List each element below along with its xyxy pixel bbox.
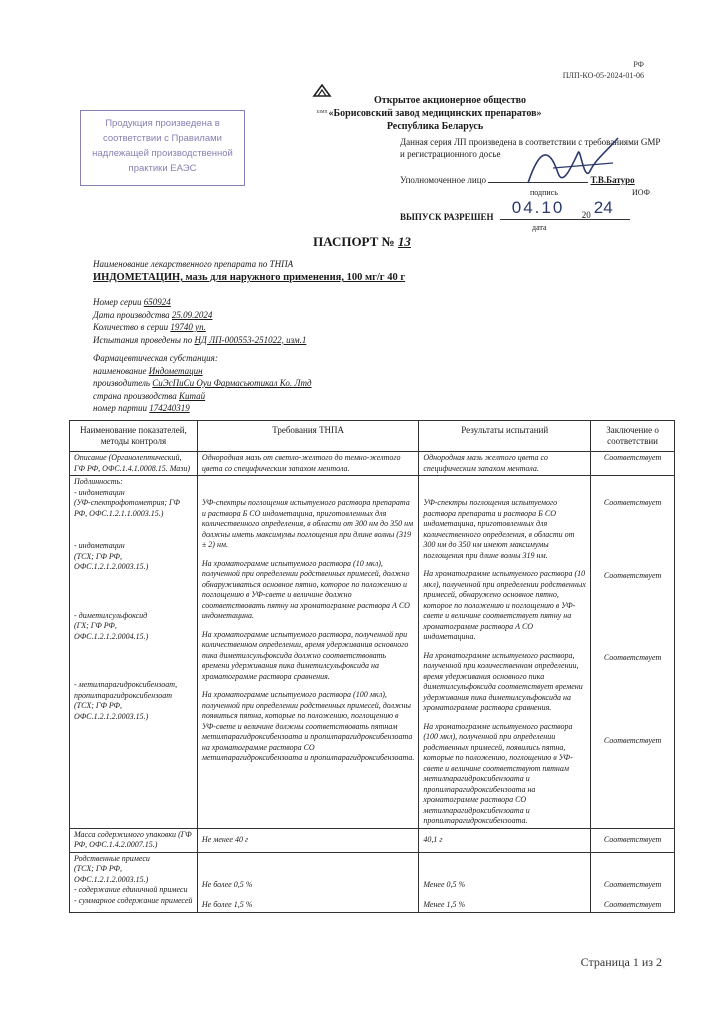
row-name: - содержание единичной примеси <box>74 885 188 894</box>
row-result <box>419 828 591 852</box>
conclusion-text: Соответствует <box>603 879 662 889</box>
date-row <box>93 309 306 322</box>
tests-row <box>93 334 306 347</box>
doc-code-block <box>504 59 644 81</box>
tests-label: Испытания проведены по <box>93 334 193 345</box>
substance-info <box>93 352 312 415</box>
result-text: 40,1 г <box>423 834 443 844</box>
result-text: УФ-спектры поглощения испытуемого раствора препарата и раствора Б СО индометацина, приготовленных для количественного определения, в области от 300 нм до 350 нм имеют максимумы поглощения при длине волны 319 нм. <box>423 498 575 560</box>
row-name: - индометацин <box>74 541 125 550</box>
requirement-text: На хроматограмме испытуемого раствора, полученной при количественном определении, время удерживания основного пика диметилсульфоксида должно соответствовать времени удерживания пика диметилсульфоксида на хроматограмме раствора сравнения. <box>201 629 409 681</box>
row-parameter <box>70 828 198 852</box>
row-parameter <box>70 476 198 829</box>
authorized-person-label: Уполномоченное лицо <box>400 175 487 185</box>
header-conclusion: Заключение о соответствии <box>591 421 675 452</box>
date-caption: дата <box>532 223 547 232</box>
row-method: (ТСХ; ГФ РФ, ОФС.1.2.1.2.0003.15.) <box>74 551 149 571</box>
stamp-line-3: надлежащей производственной <box>92 148 233 159</box>
release-year-prefix: 20 <box>581 210 591 220</box>
substance-maker-row <box>93 377 312 390</box>
release-year-handwritten: 24 <box>593 198 613 217</box>
row-name: - метилпарагидроксибензоат, пропилпарагидроксибензоат <box>74 680 178 700</box>
header-requirements: Требования ТНПА <box>197 421 418 452</box>
row-name: - индометацин <box>74 487 125 497</box>
substance-name-row <box>93 365 312 378</box>
requirement-text: Не более 1,5 % <box>201 900 253 909</box>
quantity-value: 19740 уп. <box>170 322 206 332</box>
row-requirement <box>197 476 418 829</box>
table-row <box>70 852 675 912</box>
production-date-value: 25.09.2024 <box>171 309 213 320</box>
row-conclusion <box>591 828 675 852</box>
page-number: Страница 1 из 2 <box>580 955 662 969</box>
conclusion-text: Соответствует <box>603 834 662 844</box>
header-parameter: Наименование показателей, методы контроля <box>70 421 198 452</box>
row-parameter <box>70 852 198 912</box>
row-conclusion <box>591 852 675 912</box>
table-row <box>70 452 675 476</box>
conclusion-text: Соответствует <box>603 570 662 580</box>
production-date-label: Дата производства <box>93 309 170 320</box>
signature-icon <box>518 133 628 193</box>
row-conclusion <box>591 476 675 829</box>
result-text: На хроматограмме испытуемого раствора (100 мкл), полученной при определении родственных примесей, появились пятна, которые по положению, поглощению в УФ-свете и величине соответствуют пятнам метилпарагидроксибензоата и пропилпарагидроксибензоата на хроматограмме раствора СО метилпарагидроксибензоата и пропилпарагидроксибензоата. <box>423 721 573 825</box>
substance-country-label: страна производства <box>93 390 177 401</box>
series-row <box>93 296 306 309</box>
authorized-person-name: Т.В.Батуро <box>590 175 635 185</box>
passport-title <box>0 234 724 250</box>
quantity-label: Количество в серии <box>93 322 169 332</box>
batch-info <box>93 296 306 346</box>
substance-maker: СиЭсПиСи Оуи Фармасьютикал Ко. Лтд <box>152 378 312 388</box>
result-text: Менее 1,5 % <box>423 900 466 909</box>
authorized-person-line <box>400 175 680 197</box>
requirement-text: На хроматограмме испытуемого раствора (10 мкл), полученной при определении родственных примесей, должно обнаруживаться основное пятно, которое по положению и поглощению в УФ-свете и величине должно соответствовать пятну на хроматограмме раствора А СО индометацина. <box>201 558 410 620</box>
stamp-line-1: Продукция произведена в <box>105 118 220 129</box>
table-row <box>70 828 675 852</box>
country-code: РФ <box>633 60 644 69</box>
product-name-label: Наименование лекарственного препарата по ТНПА <box>93 259 294 269</box>
passport-title-prefix: ПАСПОРТ № <box>313 234 395 249</box>
conclusion-text: Соответствует <box>603 900 662 909</box>
release-date-handwritten: 04.10 <box>511 198 565 217</box>
result-text: На хроматограмме испытуемого раствора (10 мкл), полученной при определении родственных примесей, обнаружено основное пятно, которое по положению и поглощению в УФ-свете и величине соответствует пятну на хроматограмме раствора А СО индометацина. <box>423 569 586 641</box>
conclusion-text: Соответствует <box>603 498 662 507</box>
requirement-text: На хроматограмме испытуемого раствора (100 мкл), полученной при определении родственных примесей, должны появиться пятна, которые по положению, поглощению в УФ-свете и величине должны соответствовать пятнам метилпарагидроксибензоата и пропилпарагидроксибензоата на хроматограмме раствора СО метилпарагидроксибензоата и пропилпарагидроксибензоата. <box>201 690 415 762</box>
row-requirement <box>197 828 418 852</box>
requirement-text: УФ-спектры поглощения испытуемого раствора препарата и раствора Б СО индометацина, приготовленных для количественного определения, в области от 300 нм до 350 нм должны иметь максимумы поглощения при длине волны (319 ± 2) нм. <box>201 498 414 549</box>
row-conclusion: Соответствует <box>591 452 675 476</box>
requirement-text: Не более 0,5 % <box>201 879 253 889</box>
header-results: Результаты испытаний <box>419 421 591 452</box>
company-line-1: Открытое акционерное общество <box>374 95 526 106</box>
row-name: Подлинность: <box>74 477 123 486</box>
requirement-text: Не менее 40 г <box>201 834 249 844</box>
conclusion-text: Соответствует <box>603 735 662 745</box>
test-results-table <box>69 420 675 913</box>
substance-country-row <box>93 390 312 403</box>
table-header-row <box>70 421 675 452</box>
product-name: ИНДОМЕТАЦИН, мазь для наружного применения, 100 мг/г 40 г <box>93 272 406 283</box>
passport-number: 13 <box>397 234 411 249</box>
table-row <box>70 476 675 829</box>
substance-country: Китай <box>179 390 206 401</box>
series-value: 650924 <box>143 297 171 307</box>
substance-lot-row <box>93 402 312 415</box>
result-text: На хроматограмме испытуемого раствора, полученной при количественном определении, время удерживания основного пика диметилсульфоксида соответствует времени удерживания пика диметилсульфоксида на хроматограмме раствора сравнения. <box>423 650 583 712</box>
stamp-line-2: соответствии с Правилами <box>103 133 222 144</box>
substance-lot: 174240319 <box>149 403 190 413</box>
row-result <box>419 476 591 829</box>
row-name: Масса содержимого упаковки <box>74 829 177 839</box>
substance-lot-label: номер партии <box>93 403 147 413</box>
row-result <box>419 852 591 912</box>
signature-caption: подпись <box>530 188 558 197</box>
stamp-line-4: практики ЕАЭС <box>128 163 197 174</box>
series-label: Номер серии <box>93 297 142 307</box>
row-parameter <box>70 452 198 476</box>
company-line-3: Республика Беларусь <box>386 121 484 132</box>
row-method: (Органолептический, ГФ РФ, ОФС.1.4.1.0008.15. Мази) <box>74 453 191 473</box>
name-caption: ИОФ <box>632 188 650 197</box>
row-name: Описание <box>74 453 107 462</box>
quantity-row <box>93 321 306 334</box>
approval-text: Данная серия ЛП произведена в соответствии с требованиями GMP и регистрационного досье <box>400 137 661 159</box>
row-method: (ТСХ; ГФ РФ, ОФС.1.2.1.2.0003.15.) <box>74 701 149 721</box>
row-method: (ГФ РФ, ОФС.1.4.2.0007.15.) <box>74 829 192 849</box>
gmp-stamp <box>80 110 245 186</box>
substance-name-label: наименование <box>93 365 147 376</box>
release-date-field <box>500 198 630 220</box>
row-method: (УФ-спектрофотометрия; ГФ РФ, ОФС.1.2.1.1.0003.15.) <box>74 498 180 518</box>
row-result: Однородная мазь желтого цвета со специфическим запахом ментола. <box>419 452 591 476</box>
row-method: (ТСХ; ГФ РФ, ОФС.1.2.1.2.0003.15.) <box>74 864 149 884</box>
company-line-2: «Борисовский завод медицинских препаратов» <box>328 108 542 119</box>
substance-label: Фармацевтическая субстанция: <box>93 353 218 363</box>
row-requirement <box>197 852 418 912</box>
document-code: ПЛП-КО-05-2024-01-06 <box>562 71 644 80</box>
substance-name: Индометацин <box>148 365 203 376</box>
substance-maker-label: производитель <box>93 378 151 388</box>
release-line <box>400 198 680 232</box>
logo-text: БЗМП <box>316 109 328 114</box>
conclusion-text: Соответствует <box>603 653 662 662</box>
row-name: Родственные примеси <box>74 853 150 863</box>
row-requirement: Однородная мазь от светло-желтого до темно-желтого цвета со специфическим запахом ментола. <box>197 452 418 476</box>
row-name: - диметилсульфоксид <box>74 610 148 620</box>
tests-value: НД ЛП-000553-251022, изм.1 <box>194 334 307 345</box>
result-text: Менее 0,5 % <box>423 879 466 889</box>
row-name: - суммарное содержание примесей <box>74 895 193 905</box>
company-block <box>320 94 550 133</box>
release-label: ВЫПУСК РАЗРЕШЕН <box>400 212 494 222</box>
row-method: (ГХ; ГФ РФ, ОФС.1.2.1.2.0004.15.) <box>74 621 149 641</box>
